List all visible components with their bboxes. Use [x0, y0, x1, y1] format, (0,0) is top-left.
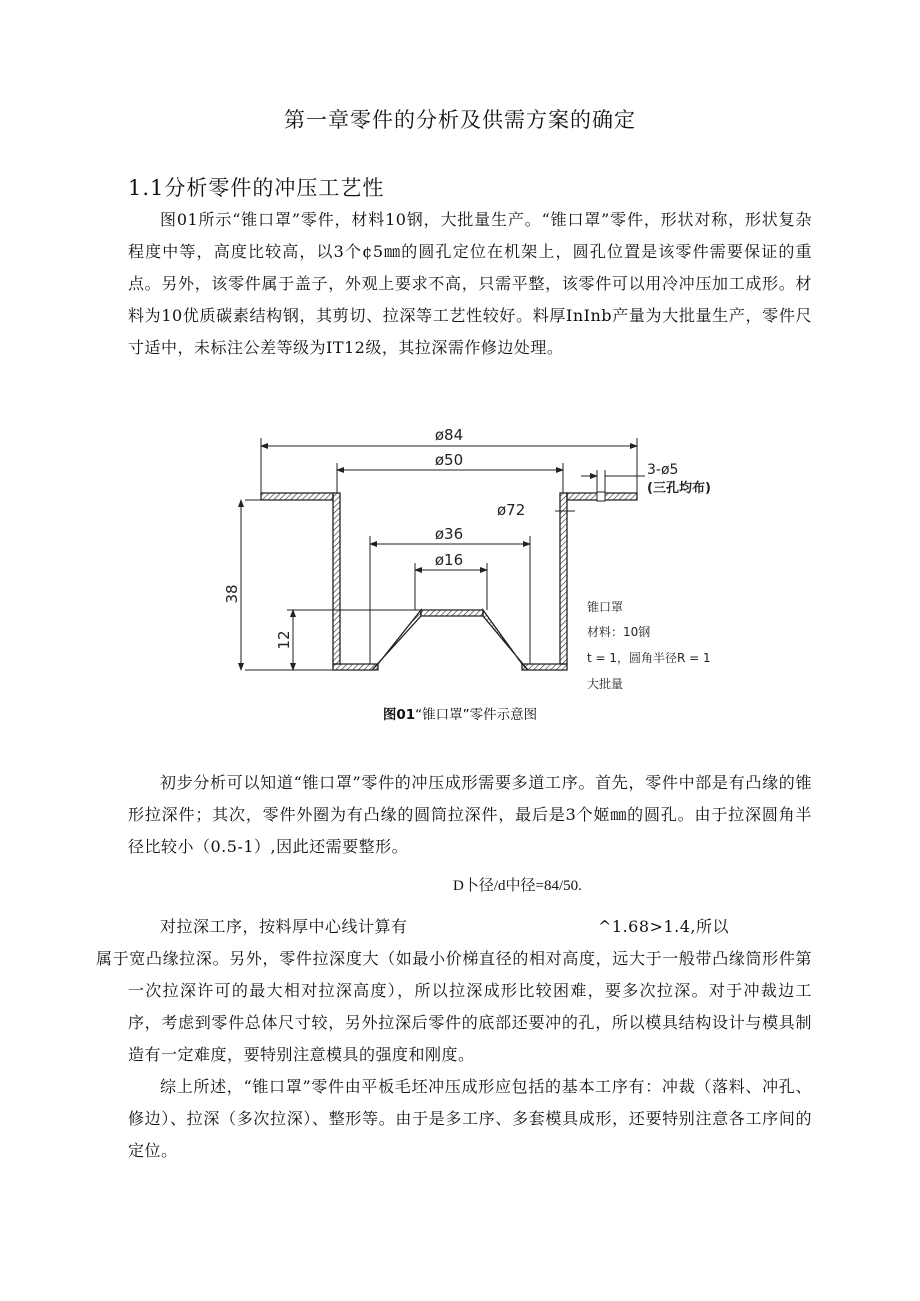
figure-drawing [225, 418, 725, 698]
note-part-name: 锥口罩 [587, 600, 624, 614]
note-batch: 大批量 [587, 677, 624, 691]
part-section [261, 493, 637, 670]
paragraph3-ratio: ^1.68>1.4,所以 [598, 917, 729, 936]
paragraph-summary: 综上所述，“锥口罩”零件由平板毛坯冲压成形应包括的基本工序有：冲裁（落料、冲孔、修边）、拉深（多次拉深）、整形等。由于是多工序、多套模具成形，还要特别注意各工序间的定位。 [128, 1077, 812, 1160]
caption-text: “锥口罩”零件示意图 [415, 707, 538, 723]
dim-d72: ø72 [497, 501, 526, 519]
section-heading: 1.1分析零件的冲压工艺性 [128, 176, 385, 200]
caption-label: 图01 [382, 707, 416, 723]
dim-holes: 3-ø5 [647, 462, 679, 478]
note-thickness: t = 1，圆角半径R = 1 [587, 651, 711, 665]
dim-d50: ø50 [434, 451, 464, 469]
paragraph-drawing-process [96, 911, 812, 1071]
dim-d36: ø36 [434, 525, 464, 543]
paragraph-part-description: 图01所示“锥口罩”零件，材料10钢，大批量生产。“锥口罩”零件，形状对称，形状复杂程度中等，高度比较高，以3个¢5㎜的圆孔定位在机架上，圆孔位置是该零件需要保证的重点。另外，该零件属于盖子，外观上要求不高，只需平整，该零件可以用冷冲压加工成形。材料为10优质碳素结构钢，其剪切、拉深等工艺性较好。料厚InInb产量为大批量生产，零件尺寸适中，未标注公差等级为IT12级，其拉深需作修边处理。 [128, 210, 812, 357]
dim-d16: ø16 [434, 551, 464, 569]
chapter-title: 第一章零件的分析及供需方案的确定 [284, 108, 636, 132]
figure-caption [0, 703, 920, 723]
formula-diameter-ratio: D卜径/d中径=84/50. [453, 878, 582, 894]
flange-hole [597, 492, 605, 501]
technical-drawing [225, 418, 725, 698]
note-material: 材料：10钢 [587, 625, 651, 639]
paragraph-process-analysis: 初步分析可以知道“锥口罩”零件的冲压成形需要多道工序。首先，零件中部是有凸缘的锥形拉深件；其次，零件外圈为有凸缘的圆筒拉深件，最后是3个姬㎜的圆孔。由于拉深圆角半径比较小（0.5-1）,因此还需要整形。 [128, 773, 812, 856]
dim-height-38: 38 [223, 584, 241, 604]
paragraph3-lead: 对拉深工序，按料厚中心线计算有 [160, 917, 408, 936]
dim-holes-note: (三孔均布) [647, 481, 711, 496]
dim-d84: ø84 [434, 426, 464, 444]
paragraph3-rest: 属于宽凸缘拉深。另外，零件拉深度大（如最小价梯直径的相对高度，远大于一般带凸缘筒形件第一次拉深许可的最大相对拉深高度），所以拉深成形比较困难，要多次拉深。对于冲裁边工序，考虑到零件总体尺寸较，另外拉深后零件的底部还要冲的孔，所以模具结构设计与模具制造有一定难度，要特别注意模具的强度和刚度。 [96, 949, 812, 1064]
dim-height-12: 12 [275, 630, 293, 650]
